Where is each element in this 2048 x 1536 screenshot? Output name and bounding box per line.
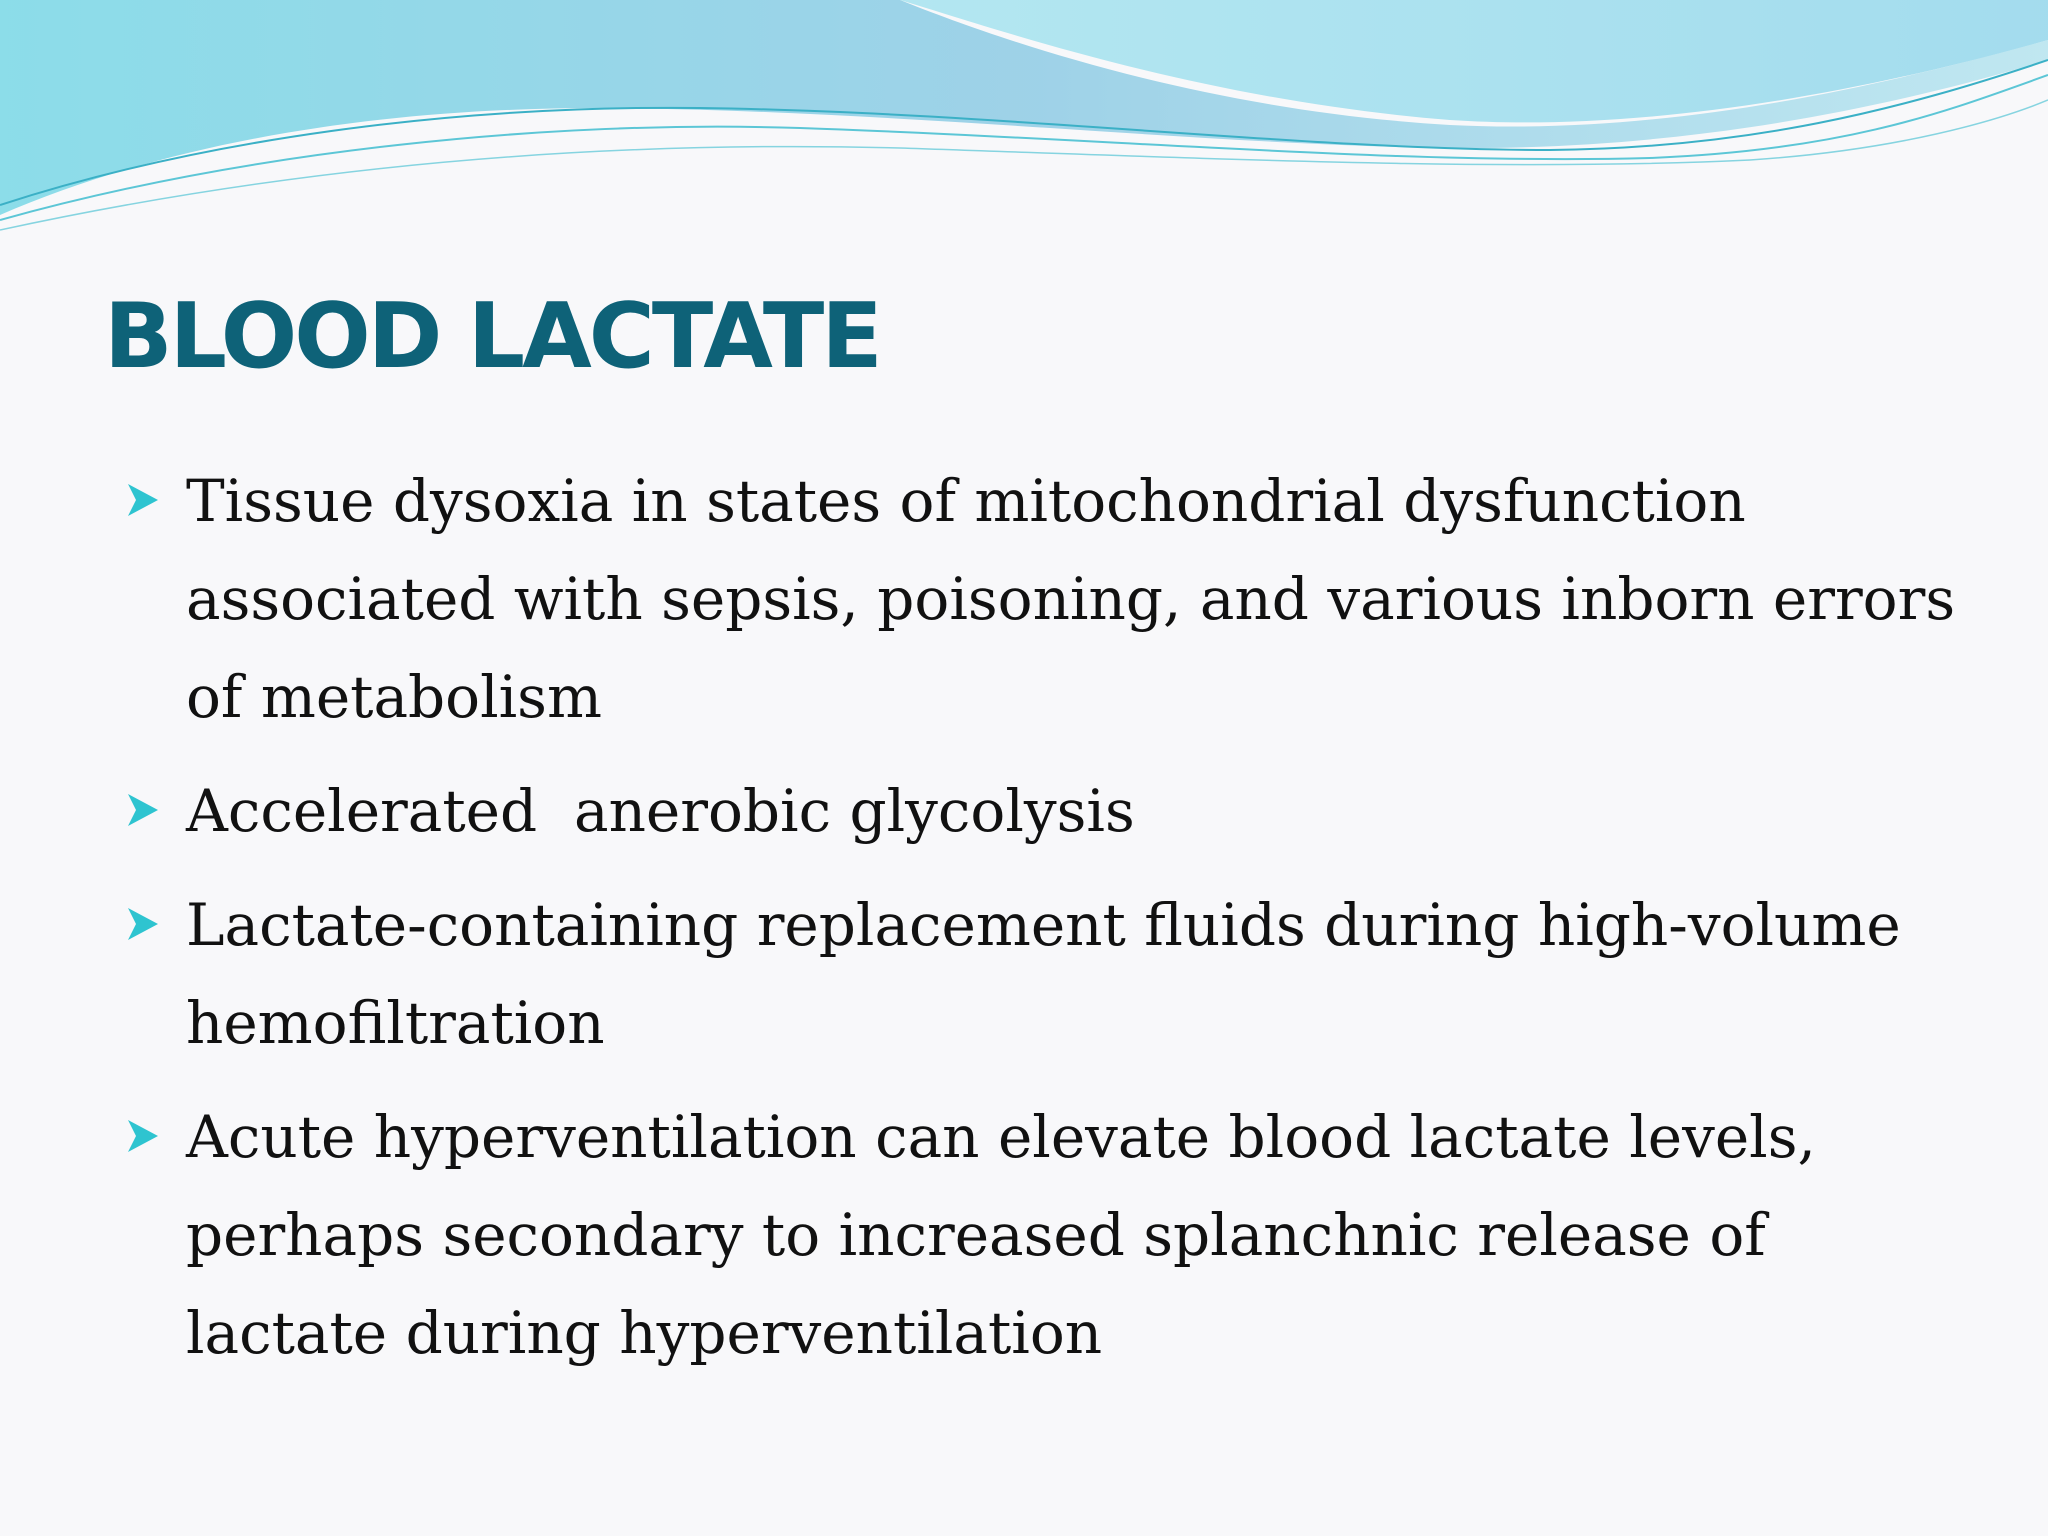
arrow-bullet-icon bbox=[122, 762, 186, 858]
bullet-list bbox=[122, 452, 1992, 1398]
arrow-bullet-icon bbox=[122, 452, 186, 548]
bullet-text: Lactate-containing replacement fluids during high-volume hemofiltration bbox=[186, 891, 1901, 1057]
arrow-bullet-icon bbox=[122, 876, 186, 972]
bullet-item bbox=[122, 452, 1992, 746]
slide-title: BLOOD LACTATE bbox=[104, 284, 880, 389]
bullet-text: Accelerated anerobic glycolysis bbox=[186, 777, 1135, 845]
bullet-item bbox=[122, 1088, 1992, 1382]
bullet-item bbox=[122, 876, 1992, 1072]
bullet-text: Tissue dysoxia in states of mitochondrial dysfunction associated with sepsis, poisoning, and various inborn errors of metabolism bbox=[186, 467, 1956, 731]
arrow-bullet-icon bbox=[122, 1088, 186, 1184]
bullet-item bbox=[122, 762, 1992, 860]
bullet-text: Acute hyperventilation can elevate blood lactate levels, perhaps secondary to increased splanchnic release of lactate during hyperventilation bbox=[186, 1103, 1816, 1367]
header-wave-decoration bbox=[0, 0, 2048, 240]
